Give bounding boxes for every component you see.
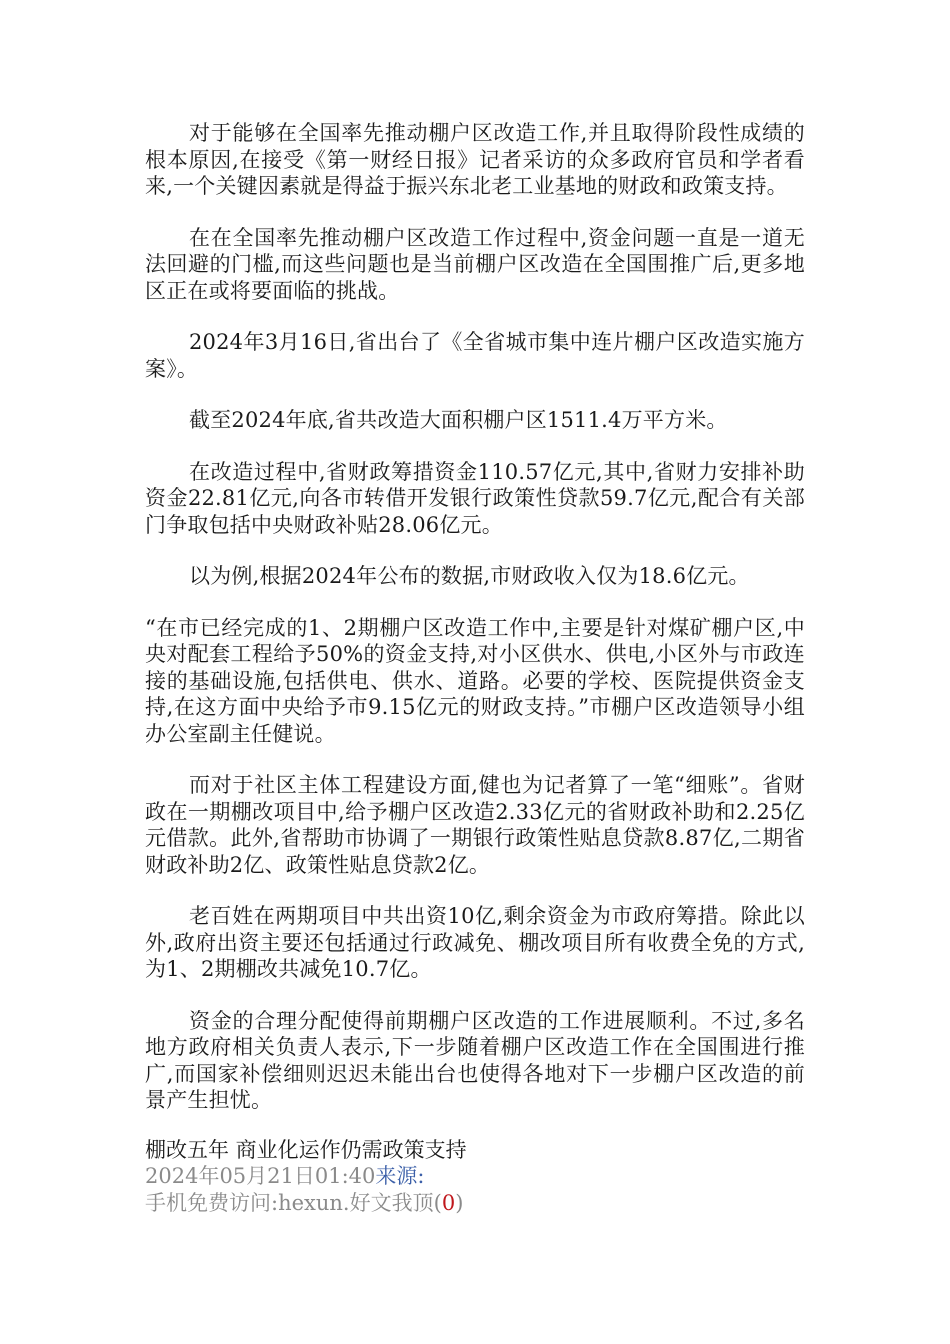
paragraph-3: 2024年3月16日,省出台了《全省城市集中连片棚户区改造实施方案》。 xyxy=(145,330,805,381)
like-count: 0 xyxy=(441,1190,456,1215)
like-paren-close: ) xyxy=(455,1190,464,1215)
article-date: 2024年05月21日01:40 xyxy=(145,1164,376,1188)
paragraph-2: 在在全国率先推动棚户区改造工作过程中,资金问题一直是一道无法回避的门槛,而这些问题也是当前棚户区改造在全国围推广后,更多地区正在或将要面临的挑战。 xyxy=(145,225,805,303)
article-mobile-line xyxy=(145,1190,805,1217)
article-title: 棚改五年 商业化运作仍需政策支持 xyxy=(145,1137,467,1162)
paragraph-10: 资金的合理分配使得前期棚户区改造的工作进展顺利。不过,多名地方政府相关负责人表示,下一步随着棚户区改造工作在全国围进行推广,而国家补偿细则迟迟未能出台也使得各地对下一步棚户区改造的前景产生担忧。 xyxy=(145,1008,805,1112)
paragraph-4: 截至2024年底,省共改造大面积棚户区1511.4万平方米。 xyxy=(189,408,728,432)
paragraph-1: 对于能够在全国率先推动棚户区改造工作,并且取得阶段性成绩的根本原因,在接受《第一财经日报》记者采访的众多政府官员和学者看来,一个关键因素就是得益于振兴东北老工业基地的财政和政策支持。 xyxy=(145,121,805,198)
paragraph-7-quote: “在市已经完成的1、2期棚户区改造工作中,主要是针对煤矿棚户区,中央对配套工程给予50%的资金支持,对小区供水、供电,小区外与市政连接的基础设施,包括供电、供水、道路。必要的学校、医院提供资金支持,在这方面中央给予市9.15亿元的财政支持。”市棚户区改造领导小组办公室副主任健说。 xyxy=(145,615,805,746)
mobile-access-text: 手机免费访问:hexun. xyxy=(145,1190,350,1215)
paragraph-9: 老百姓在两期项目中共出资10亿,剩余资金为市政府筹措。除此以外,政府出资主要还包括通过行政减免、棚改项目所有收费全免的方式,为1、2期棚改共减免10.7亿。 xyxy=(145,904,805,981)
source-link[interactable]: 来源: xyxy=(375,1164,425,1188)
paragraph-6: 以为例,根据2024年公布的数据,市财政收入仅为18.6亿元。 xyxy=(189,564,750,588)
document-page xyxy=(145,120,805,1216)
paragraph-5: 在改造过程中,省财政筹措资金110.57亿元,其中,省财力安排补助资金22.81亿元,向各市转借开发银行政策性贷款59.7亿元,配合有关部门争取包括中央财政补贴28.06亿元。 xyxy=(145,459,805,537)
article-meta-line xyxy=(145,1163,805,1190)
paragraph-8: 而对于社区主体工程建设方面,健也为记者算了一笔“细账”。省财政在一期棚改项目中,给予棚户区改造2.33亿元的省财政补助和2.25亿元借款。此外,省帮助市协调了一期银行政策性贴息贷款8.87亿,二期省财政补助2亿、政策性贴息贷款2亿。 xyxy=(145,773,805,877)
like-label: 好文我顶 xyxy=(349,1190,434,1215)
like-button[interactable] xyxy=(350,1191,464,1215)
like-paren-open: ( xyxy=(433,1190,442,1215)
